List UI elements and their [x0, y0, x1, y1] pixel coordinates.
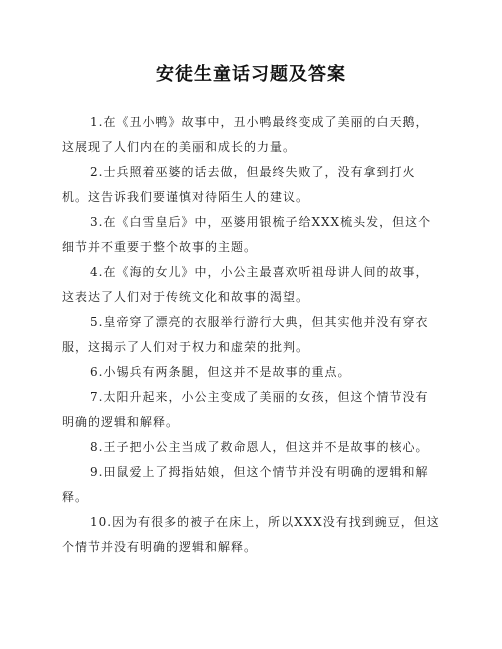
paragraph-9: 9.田鼠爱上了拇指姑娘，但这个情节并没有明确的逻辑和解释。 — [62, 465, 429, 504]
paragraph-3: 3.在《白雪皇后》中，巫婆用银梳子给XXX梳头发，但这个细节并不重要于整个故事的主题。 — [62, 215, 432, 254]
document-title: 安徒生童话习题及答案 — [156, 64, 346, 85]
document-body — [62, 110, 440, 560]
paragraph-2: 2.士兵照着巫婆的话去做，但最终失败了，没有拿到打火机。这告诉我们要谨慎对待陌生人的建议。 — [62, 165, 416, 204]
paragraph-8: 8.王子把小公主当成了救命恩人，但这并不是故事的核心。 — [90, 440, 429, 454]
paragraph-1: 1.在《丑小鸭》故事中，丑小鸭最终变成了美丽的白天鹅，这展现了人们内在的美丽和成长的力量。 — [62, 115, 429, 154]
paragraph-5: 5.皇帝穿了漂亮的衣服举行游行大典，但其实他并没有穿衣服，这揭示了人们对于权力和虚荣的批判。 — [62, 315, 429, 354]
paragraph-7: 7.太阳升起来，小公主变成了美丽的女孩，但这个情节没有明确的逻辑和解释。 — [62, 390, 429, 429]
paragraph-4: 4.在《海的女儿》中，小公主最喜欢听祖母讲人间的故事，这表达了人们对于传统文化和故事的渴望。 — [62, 265, 429, 304]
paragraph-6: 6.小锡兵有两条腿，但这并不是故事的重点。 — [90, 365, 351, 379]
paragraph-10: 10.因为有很多的被子在床上，所以XXX没有找到豌豆，但这个情节并没有明确的逻辑和解释。 — [62, 515, 440, 554]
